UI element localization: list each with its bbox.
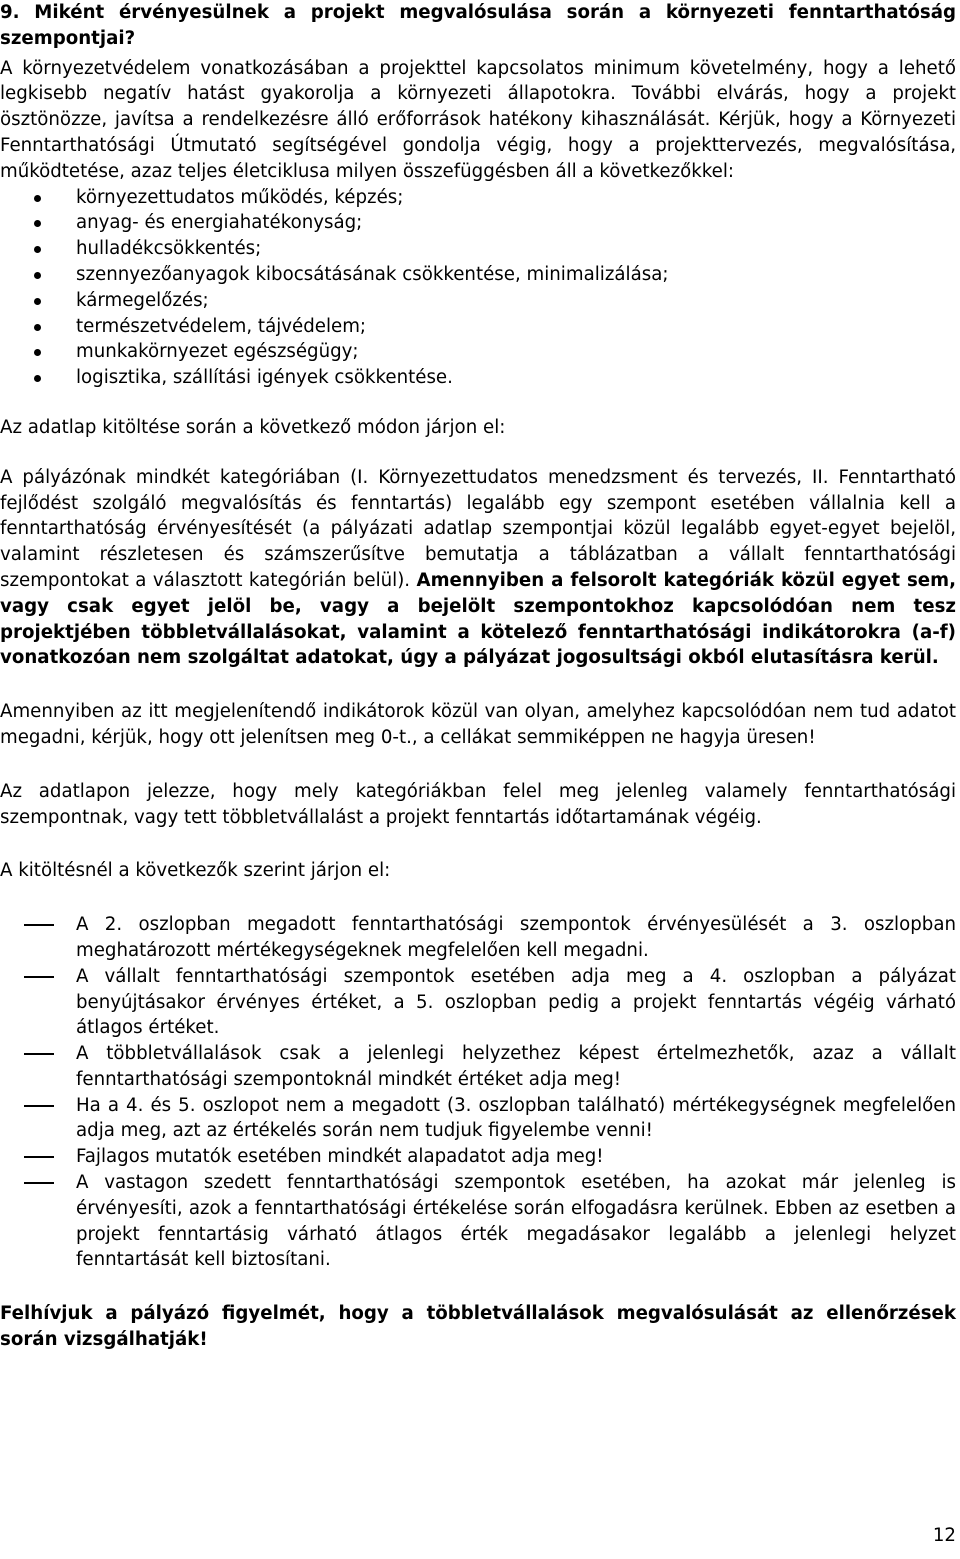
bullet-item: szennyezőanyagok kibocsátásának csökkentése, minimalizálása;: [0, 262, 956, 288]
instruction-line: Az adatlap kitöltése során a következő módon járjon el:: [0, 416, 506, 438]
dash-item: Fajlagos mutatók esetében mindkét alapadatot adja meg!: [0, 1144, 956, 1170]
dash-item: Ha a 4. és 5. oszlopot nem a megadott (3. oszlopban található) mértékegységnek megfelelően adja meg, azt az értékelés során nem tudjuk figyelembe venni!: [0, 1093, 956, 1145]
dash-item: A többletvállalások csak a jelenlegi helyzethez képest értelmezhetők, azaz a vállalt fenntarthatósági szempontoknál mindkét értéket adja meg!: [0, 1041, 956, 1093]
bullet-item: kármegelőzés;: [0, 288, 956, 314]
intro-paragraph: A környezetvédelem vonatkozásában a projekttel kapcsolatos minimum követelmény, hogy a lehető legkisebb negatív hatást gyakorolja a környezeti állapotokra. További elvárás, hogy a projekt ösztönözze, javítsa a rendelkezésre álló erőforrások hatékony kihasználását. Kérjük, hogy a Környezeti Fenntarthatósági Útmutató segítségével gondolja végig, hogy a projekttervezés, megvalósítása, működtetése, azaz teljes életciklusa milyen összefüggésben áll a következőkkel:: [0, 57, 956, 182]
categories-warning-bold: Amennyiben a felsorolt kategóriák közül egyet sem, vagy csak egyet jelöl be, vagy a bejelölt szempontokhoz kapcsolódóan nem tesz projektjében többletvállalásokat, valamint a kötelező fenntarthatósági indikátorokra (a-f) vonatkozóan nem szolgáltat adatokat, úgy a pályázat jogosultsági okból elutasításra kerül.: [0, 569, 956, 669]
bullet-item: anyag- és energiahatékonyság;: [0, 210, 956, 236]
bullet-item: környezettudatos működés, képzés;: [0, 185, 956, 211]
aspects-bullet-list: [0, 185, 956, 391]
dash-item: A vállalt fenntarthatósági szempontok esetében adja meg a 4. oszlopban a pályázat benyújtásakor érvényes értéket, a 5. oszlopban pedig a projekt fenntartás végéig várható átlagos értéket.: [0, 964, 956, 1041]
dash-item: A vastagon szedett fenntarthatósági szempontok esetében, ha azokat már jelenleg is érvényesíti, azok a fenntarthatósági értékelése során elfogadásra kerülnek. Ebben az esetben a projekt fenntartásig várható átlagos érték megadásakor legalább a jelenlegi helyzet fenntartását kell biztosítani.: [0, 1170, 956, 1273]
fill-instructions-list: [0, 912, 956, 1273]
sheet-paragraph: Az adatlapon jelezze, hogy mely kategóriákban felel meg jelenleg valamely fenntarthatósági szempontnak, vagy tett többletvállalást a projekt fenntartás időtartamának végéig.: [0, 780, 956, 828]
categories-paragraph: [0, 465, 956, 671]
bullet-item: munkakörnyezet egészségügy;: [0, 339, 956, 365]
categories-text: A pályázónak mindkét kategóriában (I. Környezettudatos menedzsment és tervezés, II. Fenntartható fejlődést szolgáló megvalósítás és fenntartás) legalább egy szempont esetében vállalnia kell a fenntarthatóság érvényesítését (a pályázati adatlap szempontjai közül legalább egyet-egyet bejelöl, valamint részletesen és számszerűsítve bemutatja a táblázatban a vállalt fenntarthatósági szempontokat a választott kategórián belül).: [0, 466, 956, 591]
bullet-item: hulladékcsökkentés;: [0, 236, 956, 262]
fill-instructions-lead: A kitöltésnél a következők szerint járjon el:: [0, 860, 391, 882]
indicators-paragraph: Amennyiben az itt megjelenítendő indikátorok közül van olyan, amelyhez kapcsolódóan nem tud adatot megadni, kérjük, hogy ott jelenítsen meg 0-t., a cellákat semmiképpen ne hagyja üresen!: [0, 701, 956, 748]
section-heading: 9. Miként érvényesülnek a projekt megvalósulása során a környezeti fenntarthatóság szempontjai?: [0, 2, 956, 49]
closing-note-bold: Felhívjuk a pályázó figyelmét, hogy a többletvállalások megvalósulását az ellenőrzések során vizsgálhatják!: [0, 1303, 956, 1351]
dash-item: A 2. oszlopban megadott fenntarthatósági szempontok érvényesülését a 3. oszlopban meghatározott mértékegységeknek megfelelően kell megadni.: [0, 912, 956, 964]
page-number: 12: [932, 1525, 956, 1546]
bullet-item: logisztika, szállítási igények csökkentése.: [0, 365, 956, 391]
bullet-item: természetvédelem, tájvédelem;: [0, 314, 956, 340]
